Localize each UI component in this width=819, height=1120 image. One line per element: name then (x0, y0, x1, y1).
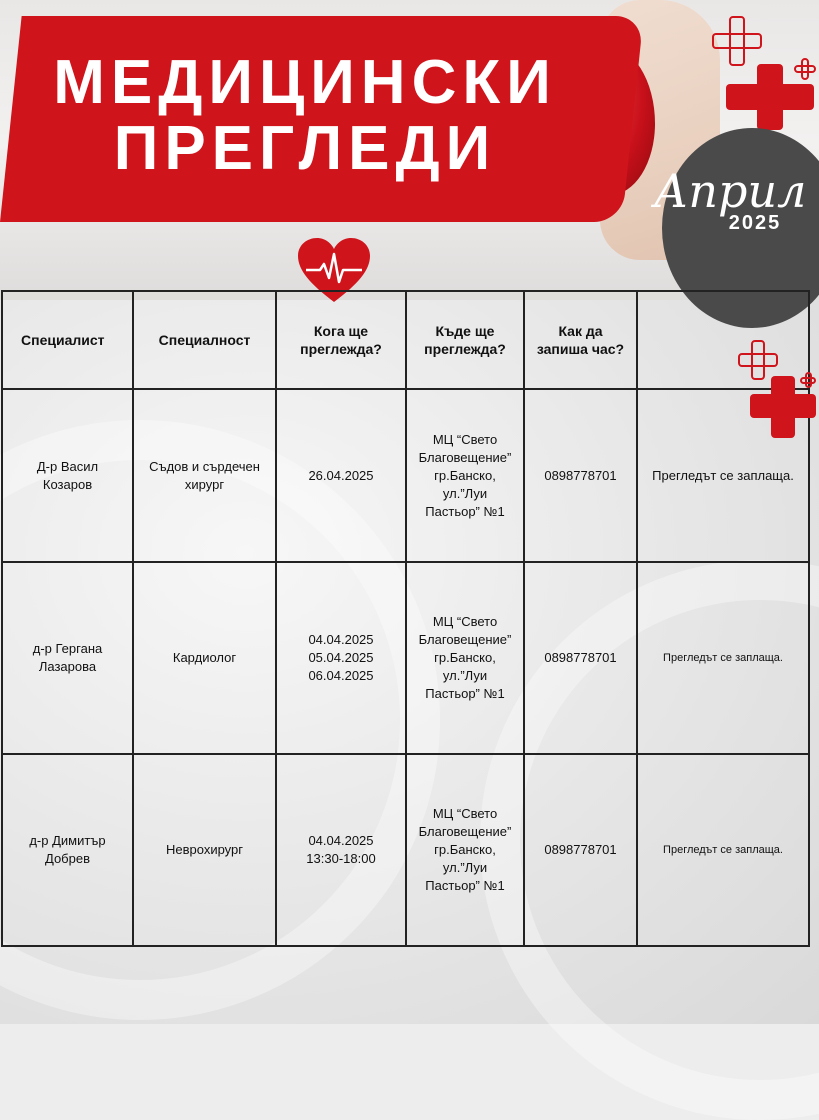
cell-specialty: Съдов и сърдечен хирург (133, 389, 276, 562)
cell-specialty: Кардиолог (133, 562, 276, 754)
medical-cross-icon (712, 16, 762, 66)
column-header-booking: Как да запиша час? (524, 291, 637, 389)
cell-when: 04.04.2025 13:30-18:00 (276, 754, 406, 946)
cell-phone: 0898778701 (524, 562, 637, 754)
cell-where: МЦ “Свето Благовещение” гр.Банско, ул.”Луи Пастьор” №1 (406, 562, 524, 754)
cell-specialist: д-р Димитър Добрев (2, 754, 133, 946)
cell-note: Прегледът се заплаща. (637, 754, 809, 946)
cell-phone: 0898778701 (524, 389, 637, 562)
table-row (2, 389, 809, 562)
column-header-specialty: Специалност (133, 291, 276, 389)
cell-specialty: Неврохирург (133, 754, 276, 946)
date-year: 2025 (728, 212, 782, 234)
cell-specialist: Д-р Васил Козаров (2, 389, 133, 562)
column-header-specialist: Специалист (2, 291, 133, 389)
cell-note: Прегледът се заплаща. (637, 562, 809, 754)
date-month: Април (653, 164, 807, 218)
column-header-when: Кога ще преглежда? (276, 291, 406, 389)
cell-when: 04.04.2025 05.04.2025 06.04.2025 (276, 562, 406, 754)
medical-cross-icon (726, 64, 814, 130)
cell-where: МЦ “Свето Благовещение” гр.Банско, ул.”Луи Пастьор” №1 (406, 389, 524, 562)
title-line-1: МЕДИЦИНСКИ (53, 48, 557, 117)
page-title (0, 50, 610, 182)
cell-specialist: д-р Гергана Лазарова (2, 562, 133, 754)
cell-when: 26.04.2025 (276, 389, 406, 562)
column-header-note (637, 291, 809, 389)
cell-where: МЦ “Свето Благовещение” гр.Банско, ул.”Луи Пастьор” №1 (406, 754, 524, 946)
cell-note: Прегледът се заплаща. (637, 389, 809, 562)
schedule-table (1, 290, 810, 947)
cell-phone: 0898778701 (524, 754, 637, 946)
medical-cross-icon (738, 340, 778, 380)
medical-cross-icon (750, 376, 816, 438)
title-line-2: ПРЕГЛЕДИ (113, 114, 497, 183)
table-row (2, 754, 809, 946)
table-header-row (2, 291, 809, 389)
column-header-where: Къде ще преглежда? (406, 291, 524, 389)
table-row (2, 562, 809, 754)
